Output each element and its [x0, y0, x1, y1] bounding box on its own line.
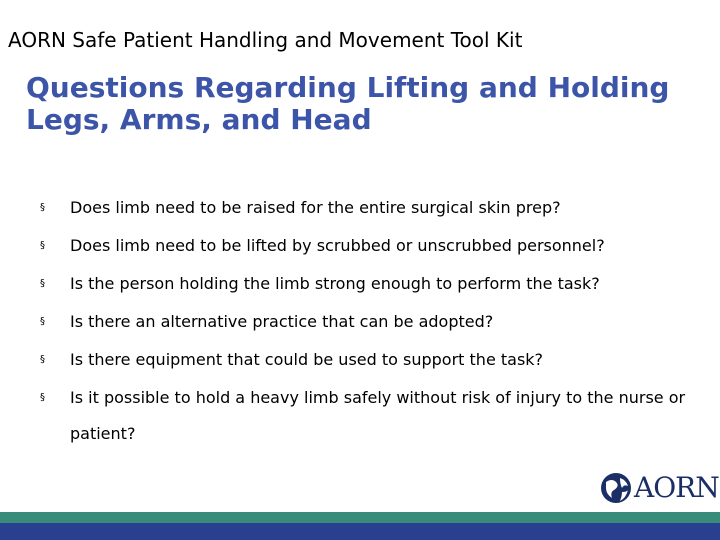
slide-title-line-2: Legs, Arms, and Head	[26, 103, 372, 136]
footer-band-blue	[0, 523, 720, 540]
list-item-text: Does limb need to be lifted by scrubbed or unscrubbed personnel?	[70, 236, 605, 255]
bullet-marker: §	[40, 278, 45, 289]
list-item-text: Does limb need to be raised for the entire surgical skin prep?	[70, 198, 561, 217]
globe-icon	[600, 470, 634, 506]
bullet-marker: §	[40, 392, 45, 403]
question-list	[40, 190, 700, 454]
slide-title-line-1: Questions Regarding Lifting and Holding	[26, 71, 670, 104]
logo-wordmark: AORN	[634, 471, 719, 504]
list-item	[40, 304, 700, 340]
aorn-logo	[600, 470, 719, 506]
list-item-text: Is there an alternative practice that can be adopted?	[70, 312, 494, 331]
list-item	[40, 228, 700, 264]
list-item-text: Is the person holding the limb strong enough to perform the task?	[70, 274, 600, 293]
slide-title	[26, 72, 706, 136]
list-item	[40, 190, 700, 226]
bullet-marker: §	[40, 316, 45, 327]
list-item-text: Is there equipment that could be used to support the task?	[70, 350, 544, 369]
bullet-marker: §	[40, 202, 45, 213]
list-item-text: Is it possible to hold a heavy limb safely without risk of injury to the nurse or patient?	[70, 388, 686, 443]
footer-band-green	[0, 512, 720, 523]
list-item	[40, 266, 700, 302]
list-item	[40, 342, 700, 378]
bullet-marker: §	[40, 354, 45, 365]
list-item	[40, 380, 700, 452]
header-bar	[0, 0, 720, 60]
toolkit-header: AORN Safe Patient Handling and Movement Tool Kit	[8, 28, 523, 52]
bullet-marker: §	[40, 240, 45, 251]
